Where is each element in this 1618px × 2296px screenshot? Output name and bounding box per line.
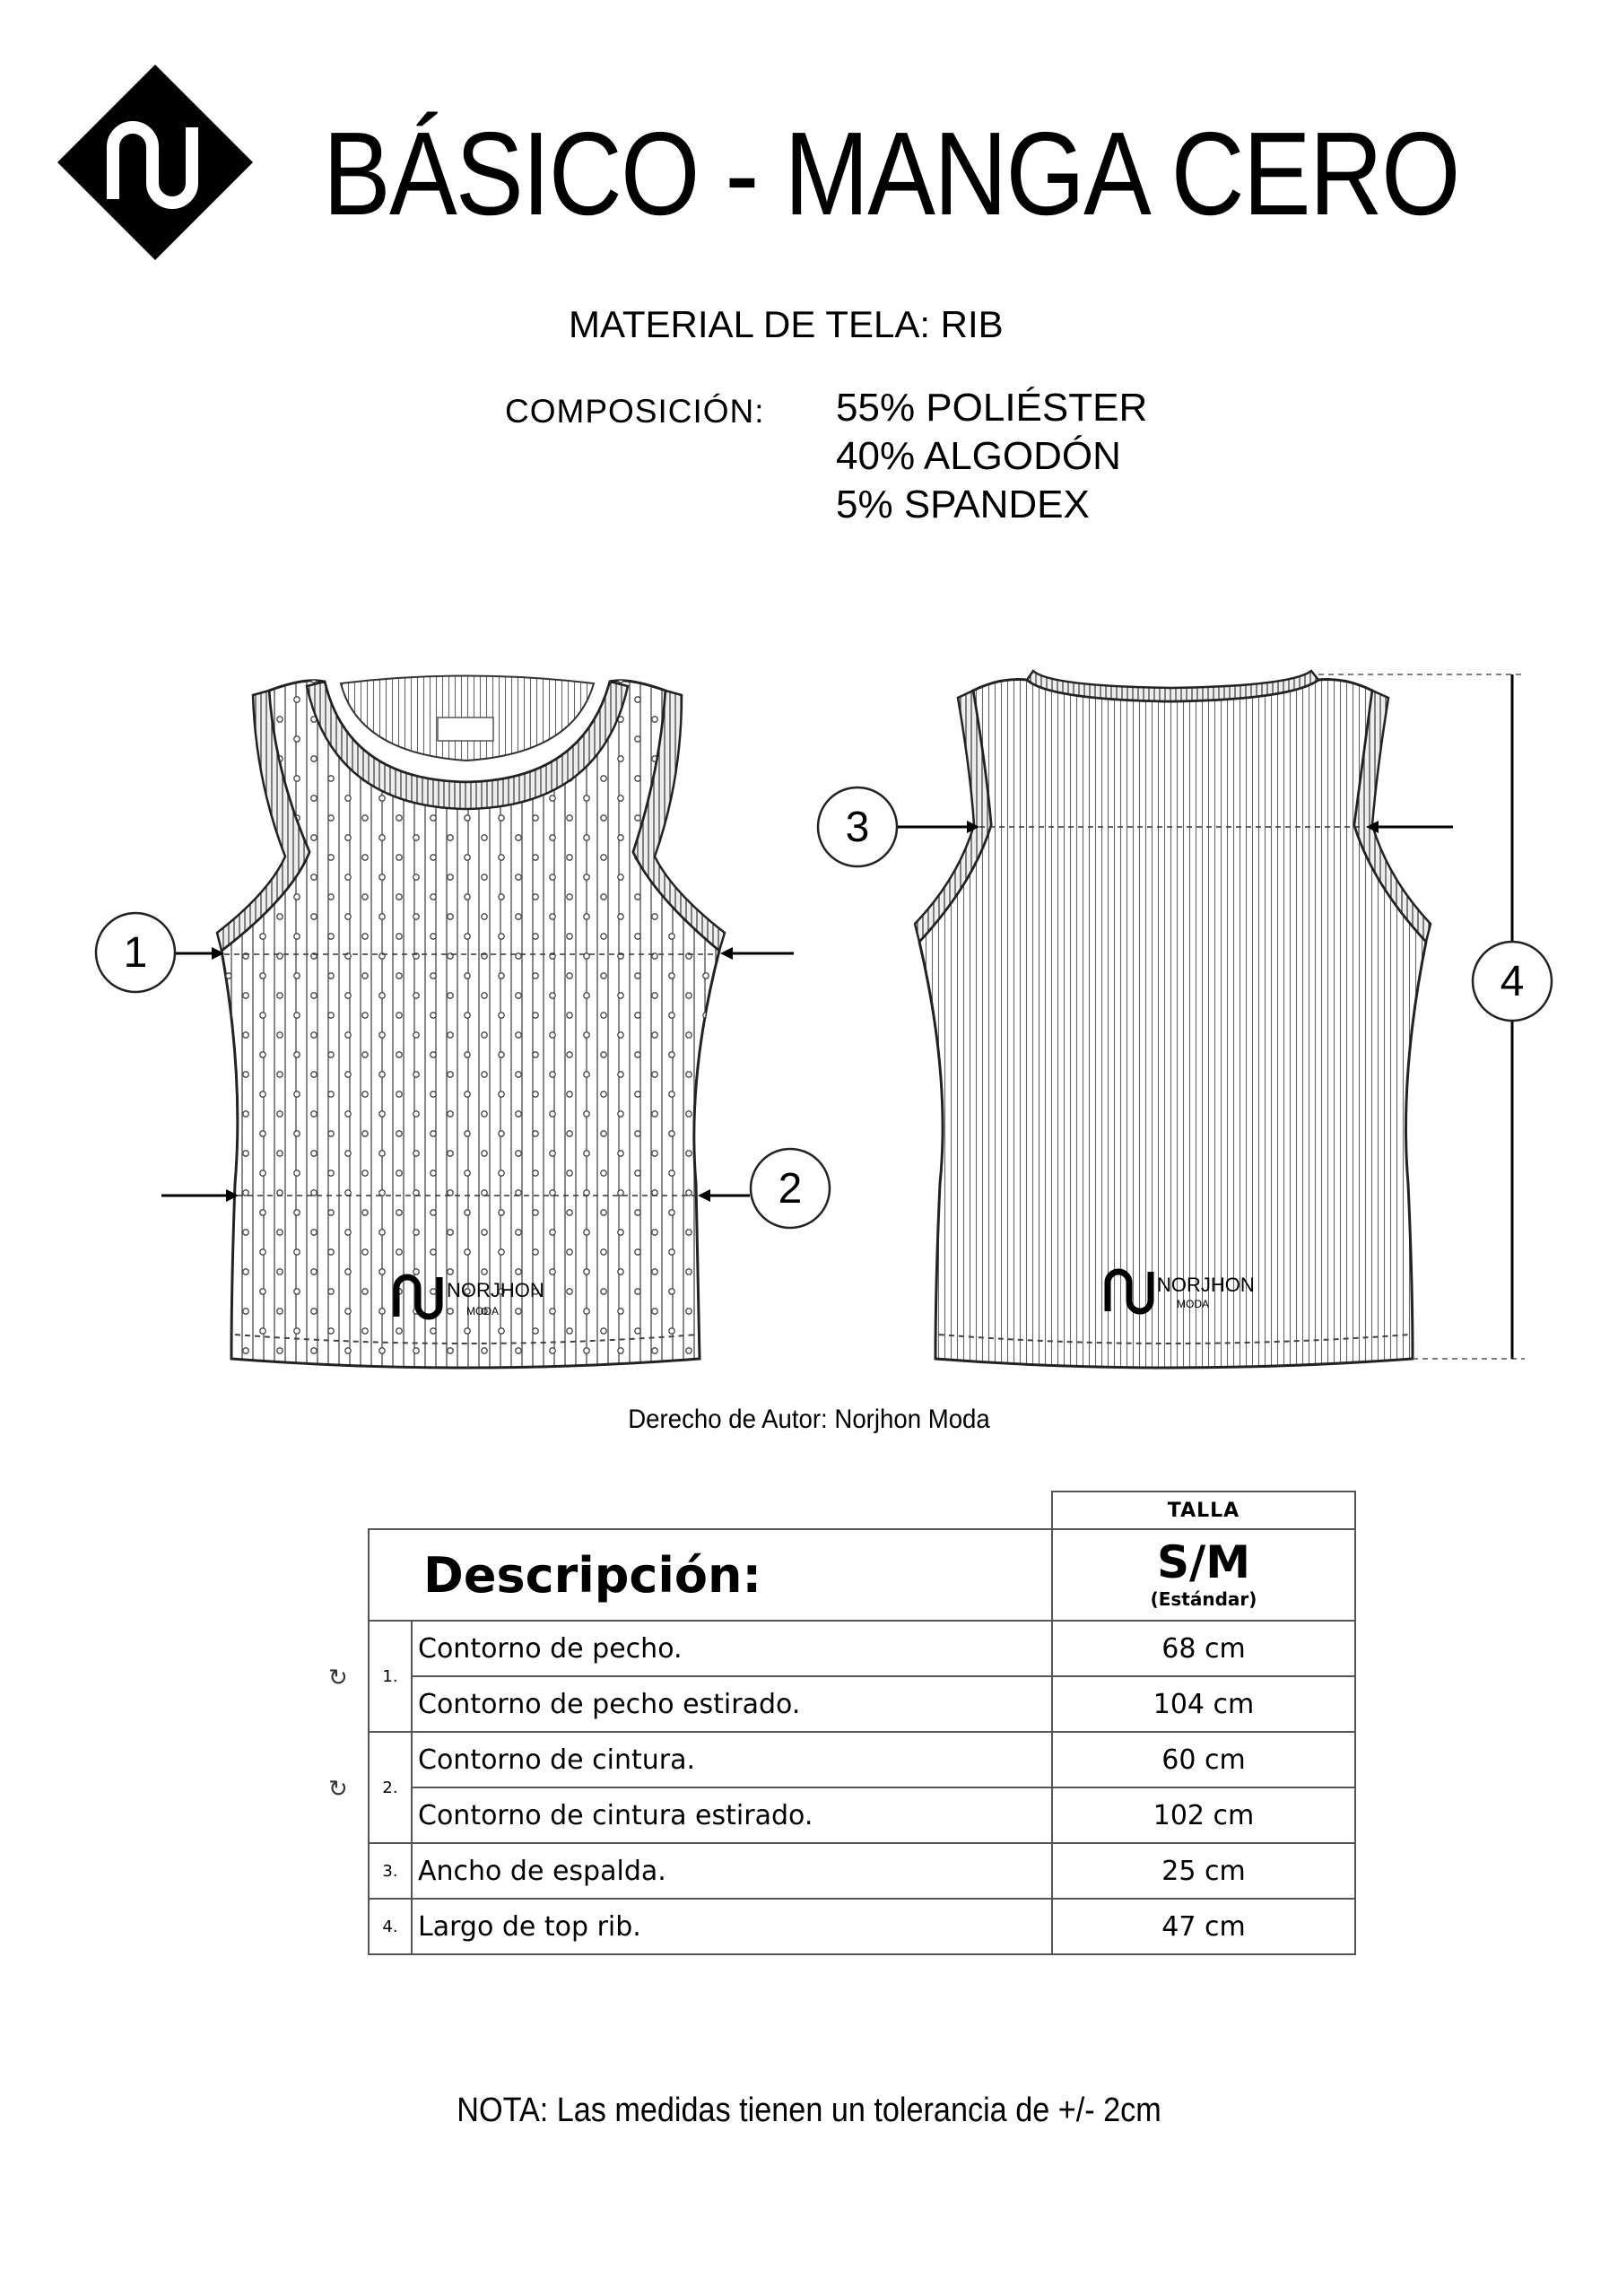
callout-1-label: 1 <box>123 929 148 977</box>
back-body <box>919 680 1426 1369</box>
page-title: BÁSICO - MANGA CERO <box>323 108 1459 239</box>
front-neck-label <box>438 718 493 741</box>
table-row-value: 104 cm <box>1052 1676 1355 1732</box>
copyright-notice: Derecho de Autor: Norjhon Moda <box>628 1405 990 1434</box>
brand-logo <box>57 65 253 260</box>
refresh-icon: ↻ <box>328 1665 348 1692</box>
callout-4-label: 4 <box>1500 958 1525 1005</box>
fabric-material: MATERIAL DE TELA: RIB <box>569 303 1004 345</box>
callout-2-label: 2 <box>778 1165 803 1213</box>
table-row-description: Contorno de pecho estirado. <box>412 1676 1052 1732</box>
composition-spandex: 5% SPANDEX <box>836 483 1090 526</box>
callout-3-label: 3 <box>845 804 870 851</box>
talla-header: TALLA <box>1052 1492 1355 1529</box>
front-brand-sub: MODA <box>466 1305 499 1318</box>
table-row-description: Contorno de cintura estirado. <box>412 1787 1052 1843</box>
row-number-2: ↻ 2. <box>369 1732 412 1843</box>
size-note: (Estándar) <box>1150 1588 1257 1610</box>
back-view <box>818 671 1552 1368</box>
back-brand-name: NORJHON <box>1157 1274 1255 1296</box>
size-header <box>1052 1529 1355 1621</box>
table-row-value: 60 cm <box>1052 1732 1355 1787</box>
description-header: Descripción: <box>369 1529 1052 1621</box>
tolerance-note: NOTA: Las medidas tienen un tolerancia de +/- 2cm <box>457 2092 1161 2129</box>
garment-technical-drawing <box>0 628 1618 1435</box>
front-brand-name: NORJHON <box>447 1279 544 1301</box>
table-row-value: 68 cm <box>1052 1621 1355 1676</box>
table-row-value: 102 cm <box>1052 1787 1355 1843</box>
size-value: S/M <box>1156 1536 1251 1588</box>
front-view <box>96 676 830 1369</box>
table-row-description: Ancho de espalda. <box>412 1843 1052 1899</box>
composition-polyester: 55% POLIÉSTER <box>836 386 1148 430</box>
table-row-description: Largo de top rib. <box>412 1899 1052 1954</box>
refresh-icon: ↻ <box>328 1776 348 1803</box>
table-row-value: 47 cm <box>1052 1899 1355 1954</box>
composition-cotton: 40% ALGODÓN <box>836 434 1121 478</box>
size-table <box>328 1491 1356 1955</box>
back-brand-sub: MODA <box>1177 1298 1209 1310</box>
table-row-description: Contorno de cintura. <box>412 1732 1052 1787</box>
row-number-1: ↻ 1. <box>369 1621 412 1732</box>
table-row-description: Contorno de pecho. <box>412 1621 1052 1676</box>
table-row-value: 25 cm <box>1052 1843 1355 1899</box>
row-number-4: 4. <box>369 1899 412 1954</box>
composition-label: COMPOSICIÓN: <box>505 393 765 430</box>
row-number-3: 3. <box>369 1843 412 1899</box>
